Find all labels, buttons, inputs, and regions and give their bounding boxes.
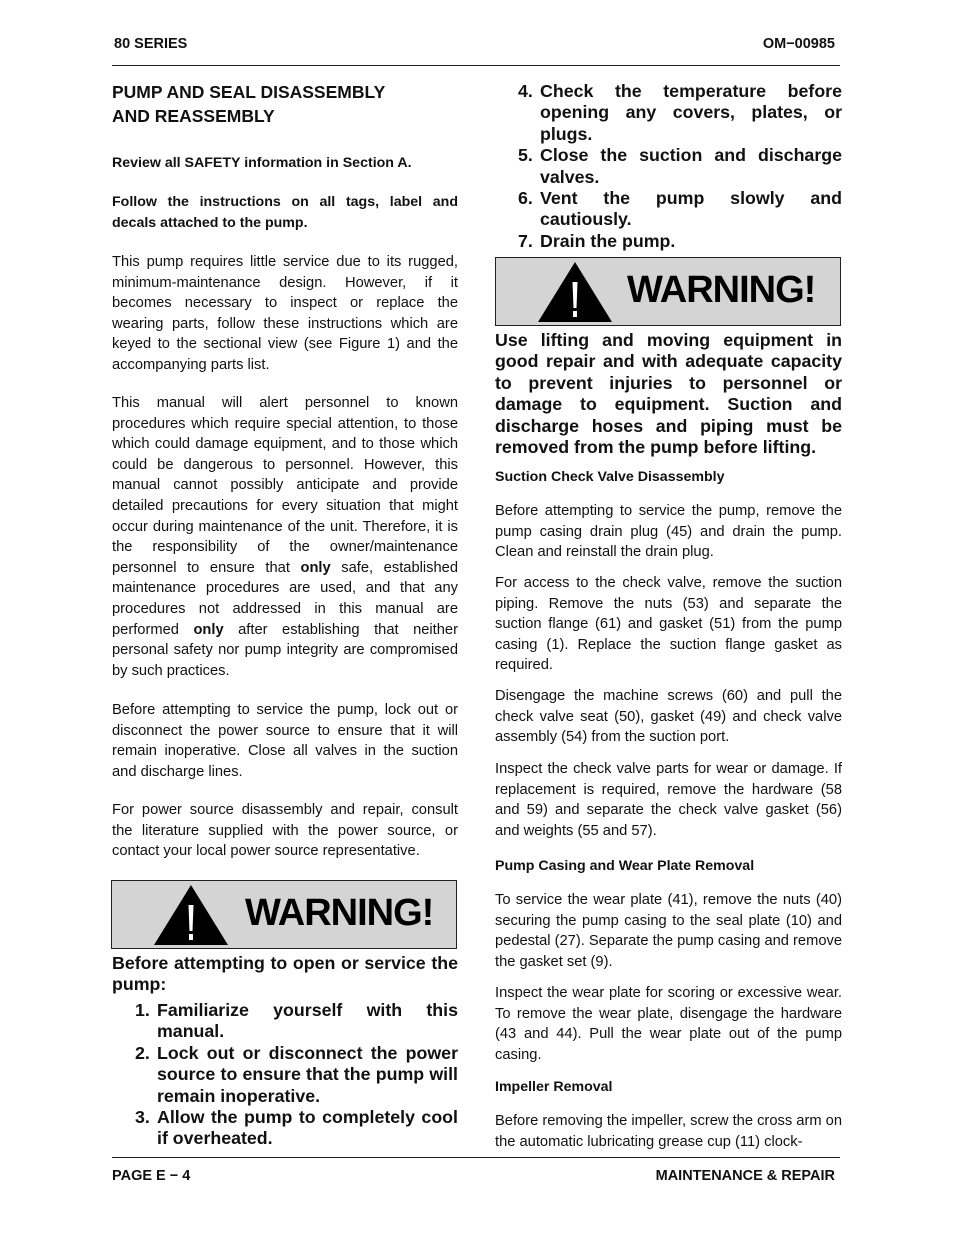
step-text: Check the temperature before opening any covers, plates, or plugs.	[540, 81, 842, 144]
check-valve-paragraph-4: Inspect the check valve parts for wear or damage. If replacement is required, remove the hardware (58 and 59) and separate the check valve gasket (56) and weights (55 and 57).	[495, 761, 842, 839]
alert-text-a: This manual will alert personnel to known procedures which require special attention, to those which could damage equipment, and to those which could be dangerous to personnel. However, this manual cannot possibly anticipate and provide detailed precautions for every situation that might occur during maintenance of the unit. Therefore, it is the responsibility of the owner/maintenance personnel to ensure that	[112, 395, 458, 576]
warning-label-right: WARNING!	[627, 269, 816, 311]
check-valve-paragraph-1: Before attempting to service the pump, remove the pump casing drain plug (45) and drain the pump. Clean and reinstall the drain plug.	[495, 503, 842, 561]
lockout-paragraph: Before attempting to service the pump, lock out or disconnect the power source to ensure that it will remain inoperative. Close all valves in the suction and discharge lines.	[112, 702, 458, 780]
footer-section-name: MAINTENANCE & REPAIR	[655, 1168, 835, 1184]
subheading-impeller-removal: Impeller Removal	[495, 1079, 613, 1095]
alert-paragraph	[112, 393, 458, 681]
section-title-line1: PUMP AND SEAL DISASSEMBLY	[112, 82, 386, 102]
step-text: Familiarize yourself with this manual.	[157, 1000, 458, 1042]
step-text: Vent the pump slowly and cautiously.	[540, 188, 842, 230]
step-number: 5.	[518, 145, 533, 166]
alert-text-c: after establishing that neither personal safety nor pump integrity are compromised by such practices.	[112, 621, 458, 679]
header-series: 80 SERIES	[114, 36, 188, 52]
check-valve-paragraph-2: For access to the check valve, remove the suction piping. Remove the nuts (53) and separate the suction flange (61) and gasket (51) from the pump casing (1). Replace the suction flange gasket as required.	[495, 575, 842, 674]
step-item	[518, 188, 842, 231]
subheading-casing-wear-plate: Pump Casing and Wear Plate Removal	[495, 858, 755, 874]
header-rule	[112, 65, 840, 66]
step-number: 4.	[518, 81, 533, 101]
section-title	[112, 80, 458, 128]
step-item	[135, 1107, 458, 1150]
check-valve-paragraph-3: Disengage the machine screws (60) and pull the check valve seat (50), gasket (49) and check valve assembly (54) from the suction port.	[495, 688, 842, 746]
footer-page-number: PAGE E − 4	[112, 1168, 191, 1184]
alert-text-b: safe, established maintenance procedures are used, and that any procedures not addressed in this manual are performed	[112, 559, 458, 638]
step-number: 2.	[135, 1042, 150, 1063]
warning-triangle-icon	[536, 260, 614, 324]
safety-steps-left	[135, 1000, 458, 1150]
section-title-line2: AND REASSEMBLY	[112, 106, 275, 126]
step-number: 3.	[135, 1107, 150, 1128]
alert-only-1: only	[300, 559, 331, 576]
lifting-warning-text: Use lifting and moving equipment in good repair and with adequate capacity to prevent injuries to personnel or damage to equipment. Suction and discharge hoses and piping must be removed from the pump before lifting.	[495, 330, 842, 458]
step-item	[518, 145, 842, 188]
subheading-check-valve: Suction Check Valve Disassembly	[495, 469, 725, 485]
step-number: 7.	[518, 230, 533, 251]
review-safety-note: Review all SAFETY information in Section A.	[112, 155, 412, 171]
step-text: Allow the pump to completely cool if overheated.	[157, 1107, 458, 1149]
alert-only-2: only	[193, 621, 224, 638]
casing-paragraph-2: Inspect the wear plate for scoring or excessive wear. To remove the wear plate, disengage the hardware (43 and 44). Pull the wear plate out of the pump casing.	[495, 985, 842, 1063]
footer-rule	[112, 1157, 840, 1158]
step-text: Lock out or disconnect the power source to ensure that the pump will remain inoperative.	[157, 1042, 458, 1106]
warning-intro: Before attempting to open or service the pump:	[112, 953, 458, 995]
warning-box-left	[111, 880, 457, 949]
casing-paragraph-1: To service the wear plate (41), remove the nuts (40) securing the pump casing to the seal plate (10) and pedestal (27). Separate the pump casing and remove the gasket set (9).	[495, 892, 842, 970]
step-item	[135, 1000, 458, 1043]
step-number: 6.	[518, 188, 533, 209]
step-item	[518, 231, 842, 252]
safety-steps-right	[518, 81, 842, 252]
warning-label-left: WARNING!	[245, 892, 434, 934]
warning-box-right	[495, 257, 841, 326]
power-source-paragraph: For power source disassembly and repair, consult the literature supplied with the power source, or contact your local power source representative.	[112, 802, 458, 860]
step-text: Drain the pump.	[540, 230, 676, 251]
intro-paragraph: This pump requires little service due to its rugged, minimum-maintenance design. However, if it becomes necessary to inspect or replace the wearing parts, follow these instructions which are keyed to the sectional view (see Figure 1) and the accompanying parts list.	[112, 254, 458, 373]
follow-tags-note: Follow the instructions on all tags, label and decals attached to the pump.	[112, 194, 458, 231]
step-item	[518, 81, 842, 145]
header-doc-number: OM−00985	[762, 36, 835, 52]
step-number: 1.	[135, 1000, 150, 1020]
step-text: Close the suction and discharge valves.	[540, 145, 842, 187]
impeller-paragraph: Before removing the impeller, screw the cross arm on the automatic lubricating grease cup (11) clock-	[495, 1113, 842, 1150]
step-item	[135, 1043, 458, 1107]
warning-triangle-icon	[152, 883, 230, 947]
